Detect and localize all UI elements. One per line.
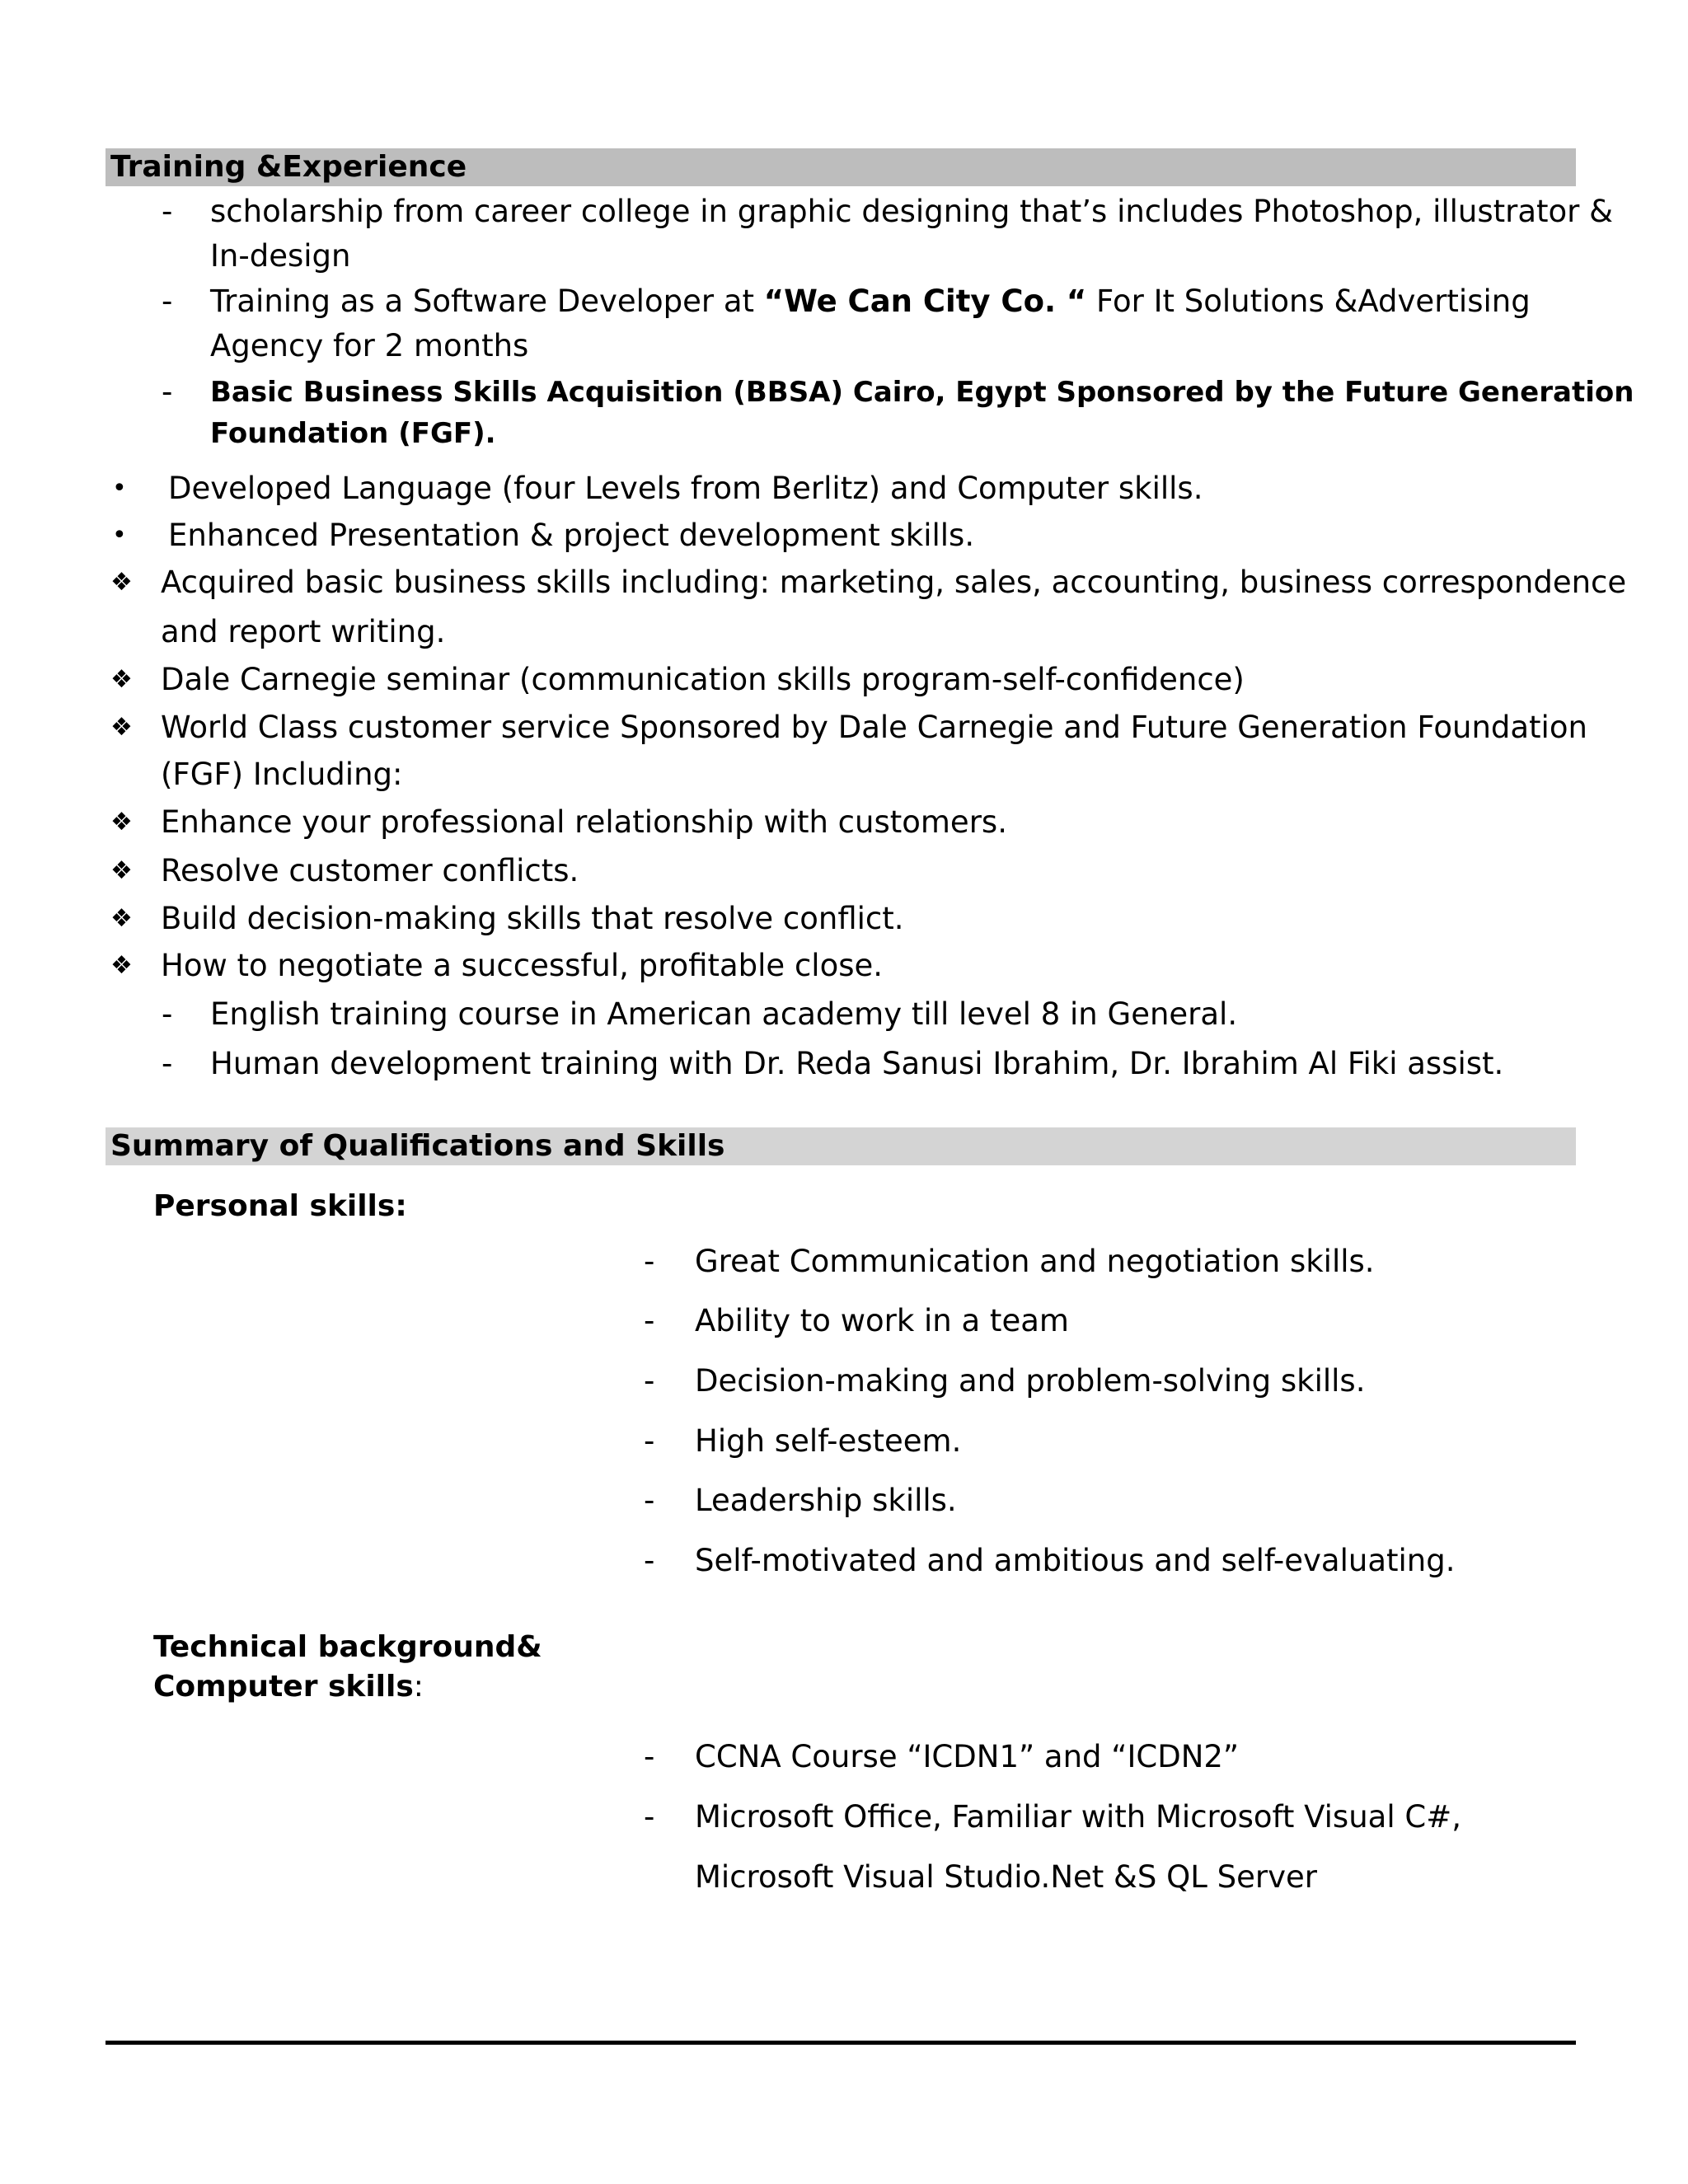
list-item: Developed Language (four Levels from Berlitz) and Computer skills. (168, 471, 1203, 506)
dash-marker: - (162, 284, 173, 319)
bottom-rule (106, 2041, 1576, 2045)
dash-marker: - (644, 1543, 655, 1578)
skill-item: Ability to work in a team (695, 1303, 1069, 1338)
diamond-bullet-icon: ❖ (110, 713, 133, 742)
dash-marker: - (162, 194, 173, 229)
diamond-bullet-icon: ❖ (110, 568, 133, 597)
technical-skills-title-cont (153, 1668, 424, 1706)
diamond-bullet-icon: ❖ (110, 665, 133, 694)
list-item: Resolve customer conflicts. (161, 853, 579, 888)
section-title: Training &Experience (110, 150, 467, 184)
technical-skills-title: Technical background& (153, 1630, 542, 1664)
list-item-cont: Agency for 2 months (210, 328, 529, 363)
text-run: : (413, 1670, 424, 1704)
list-item: Build decision-making skills that resolve conflict. (161, 901, 904, 936)
list-item: Dale Carnegie seminar (communication skills program-self-confidence) (161, 662, 1245, 697)
list-item: Acquired basic business skills including: marketing, sales, accounting, business correspondence (161, 565, 1627, 600)
skill-item: Self-motivated and ambitious and self-evaluating. (695, 1543, 1456, 1578)
skill-item: Decision-making and problem-solving skills. (695, 1363, 1366, 1399)
diamond-bullet-icon: ❖ (110, 904, 133, 933)
bullet-icon: • (112, 521, 127, 550)
list-item: English training course in American academy till level 8 in General. (210, 996, 1238, 1032)
qualifications-skills-header (106, 1127, 1576, 1165)
diamond-bullet-icon: ❖ (110, 951, 133, 980)
bullet-icon: • (112, 474, 127, 503)
list-item-cont: Foundation (FGF). (210, 417, 496, 450)
dash-marker: - (644, 1244, 655, 1279)
list-item: Basic Business Skills Acquisition (BBSA) Cairo, Egypt Sponsored by the Future Generation (210, 376, 1634, 409)
text-run: Training as a Software Developer at (210, 284, 764, 319)
skill-item: CCNA Course “ICDN1” and “ICDN2” (695, 1739, 1240, 1774)
text-run: Computer skills (153, 1670, 414, 1704)
dash-marker: - (162, 1046, 173, 1081)
list-item: scholarship from career college in graphic designing that’s includes Photoshop, illustrator & (210, 194, 1613, 229)
company-name: “We Can City Co. “ (763, 284, 1087, 319)
list-item: How to negotiate a successful, profitable close. (161, 948, 884, 983)
list-item: Enhance your professional relationship with customers. (161, 804, 1007, 840)
dash-marker: - (644, 1483, 655, 1518)
list-item-cont: In-design (210, 238, 351, 274)
list-item: Human development training with Dr. Reda Sanusi Ibrahim, Dr. Ibrahim Al Fiki assist. (210, 1046, 1504, 1081)
list-item-cont: (FGF) Including: (161, 757, 403, 792)
skill-item: Leadership skills. (695, 1483, 957, 1518)
skill-item: Great Communication and negotiation skills. (695, 1244, 1375, 1279)
text-run: For It Solutions &Advertising (1086, 284, 1531, 319)
list-item-cont: and report writing. (161, 614, 446, 649)
diamond-bullet-icon: ❖ (110, 808, 133, 837)
dash-marker: - (644, 1799, 655, 1835)
personal-skills-title: Personal skills: (153, 1189, 407, 1223)
dash-marker: - (644, 1303, 655, 1338)
section-title: Summary of Qualifications and Skills (110, 1129, 725, 1163)
dash-marker: - (644, 1423, 655, 1459)
diamond-bullet-icon: ❖ (110, 856, 133, 885)
list-item: World Class customer service Sponsored by Dale Carnegie and Future Generation Foundation (161, 710, 1587, 745)
training-experience-header (106, 148, 1576, 186)
skill-item: High self-esteem. (695, 1423, 962, 1459)
dash-marker: - (644, 1363, 655, 1399)
list-item: Enhanced Presentation & project development skills. (168, 518, 975, 553)
dash-marker: - (162, 374, 173, 410)
dash-marker: - (162, 996, 173, 1032)
skill-item: Microsoft Office, Familiar with Microsoft Visual C#, (695, 1799, 1461, 1835)
skill-item-cont: Microsoft Visual Studio.Net &S QL Server (695, 1859, 1317, 1895)
list-item (210, 283, 1531, 321)
dash-marker: - (644, 1739, 655, 1774)
